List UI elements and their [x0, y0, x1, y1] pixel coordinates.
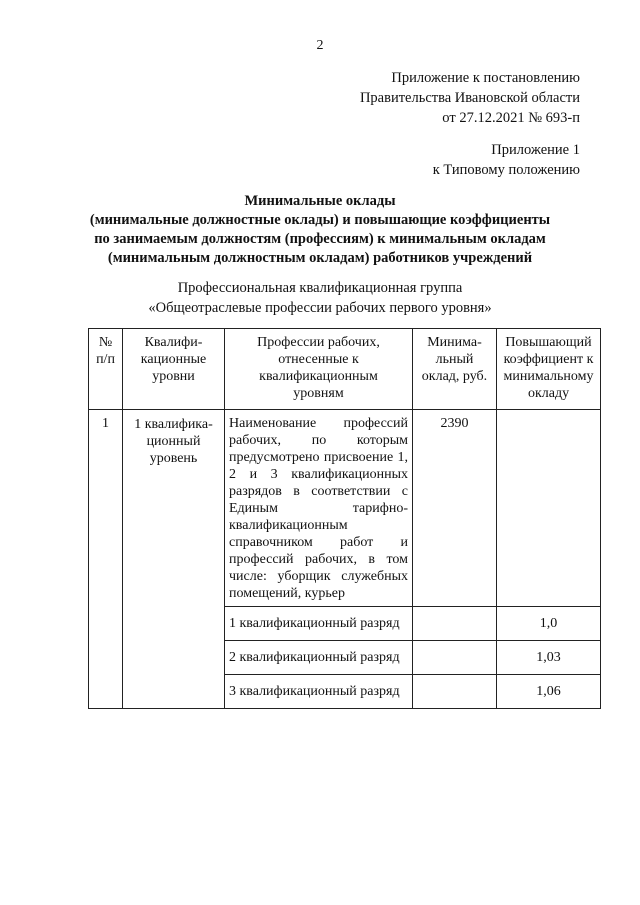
- group-line: Профессиональная квалификационная группа: [177, 280, 463, 296]
- title-line: (минимальные должностные оклады) и повышающие коэффициенты: [89, 212, 551, 228]
- table-row: [89, 410, 601, 607]
- header-text: Минима-: [427, 335, 482, 350]
- level-text: ционный: [146, 434, 201, 449]
- header-text: Повышающий: [505, 335, 592, 350]
- subrow-coef: 1,0: [497, 607, 601, 641]
- subrow-label: 3 квалификационный разряд: [225, 675, 413, 709]
- row-salary: 2390: [413, 410, 497, 607]
- header-text: п/п: [96, 352, 115, 367]
- annex-1-line: Приложение 1: [491, 142, 580, 158]
- annex-header-line: Правительства Ивановской области: [359, 90, 580, 106]
- subrow-label: 1 квалификационный разряд: [225, 607, 413, 641]
- header-text: льный: [435, 352, 474, 367]
- header-text: минимальному: [503, 369, 594, 384]
- page-number: 2: [316, 38, 324, 53]
- title-line: Минимальные оклады: [244, 193, 396, 209]
- document-title: [0, 192, 640, 268]
- annex-1-line: к Типовому положению: [432, 162, 580, 178]
- annex-header-line: Приложение к постановлению: [391, 70, 580, 86]
- header-levels: [123, 329, 225, 410]
- header-text: отнесенные к: [278, 352, 359, 367]
- row-professions: Наименование профессий рабочих, по которым предусмотрено присвоение 1, 2 и 3 квалификационных разрядов в соответствии с Единым тарифно-квалификационным справочником работ и профессий рабочих, в том числе: уборщик служебных помещений, курьер: [225, 410, 413, 607]
- row-number: 1: [89, 410, 123, 709]
- subrow-coef: 1,03: [497, 641, 601, 675]
- group-line: «Общеотраслевые профессии рабочих первого уровня»: [148, 300, 492, 316]
- subrow-coef: 1,06: [497, 675, 601, 709]
- subrow-salary-empty: [413, 641, 497, 675]
- level-text: уровень: [149, 451, 198, 466]
- header-text: кационные: [140, 352, 207, 367]
- header-salary: [413, 329, 497, 410]
- salary-table: [88, 328, 601, 709]
- table-header-row: [89, 329, 601, 410]
- subrow-salary-empty: [413, 675, 497, 709]
- header-coef: [497, 329, 601, 410]
- title-line: (минимальным должностным окладам) работников учреждений: [107, 250, 533, 266]
- qualification-group-title: [0, 278, 640, 318]
- header-text: №: [98, 335, 113, 350]
- level-text: 1 квалифика-: [134, 417, 213, 432]
- header-professions: [225, 329, 413, 410]
- subrow-label: 2 квалификационный разряд: [225, 641, 413, 675]
- annex-1-header: [433, 140, 580, 180]
- annex-header: [360, 68, 580, 128]
- header-text: Профессии рабочих,: [257, 335, 380, 350]
- header-text: уровни: [152, 369, 195, 384]
- header-text: окладу: [527, 386, 570, 401]
- subrow-salary-empty: [413, 607, 497, 641]
- row-coef-empty: [497, 410, 601, 607]
- header-text: Квалифи-: [144, 335, 203, 350]
- annex-header-line: от 27.12.2021 № 693-п: [442, 110, 580, 126]
- header-text: уровням: [293, 386, 344, 401]
- header-num: [89, 329, 123, 410]
- row-level: [123, 410, 225, 709]
- header-text: оклад, руб.: [421, 369, 488, 384]
- title-line: по занимаемым должностям (профессиям) к минимальным окладам: [94, 231, 546, 247]
- header-text: квалификационным: [259, 369, 378, 384]
- header-text: коэффициент к: [503, 352, 594, 367]
